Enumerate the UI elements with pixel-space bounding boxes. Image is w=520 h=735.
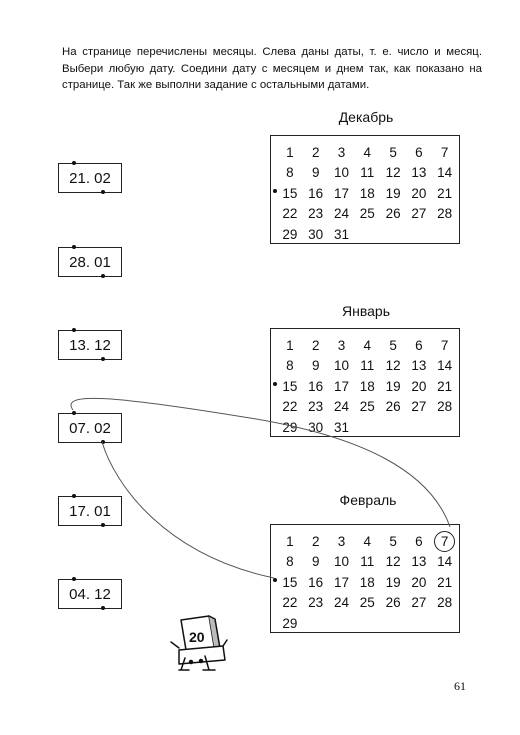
calendar-days-grid <box>277 142 458 245</box>
calendar-day[interactable]: 9 <box>311 554 320 570</box>
date-label: 17. 01 <box>69 502 111 520</box>
calendar-day[interactable]: 5 <box>389 533 397 549</box>
calendar-day[interactable]: 27 <box>411 595 427 611</box>
calendar-day[interactable]: 30 <box>308 419 324 435</box>
calendar-day[interactable]: 10 <box>333 554 349 570</box>
calendar-day[interactable]: 22 <box>282 206 298 222</box>
calendar-day[interactable]: 26 <box>385 399 401 415</box>
calendar-day[interactable]: 26 <box>385 595 401 611</box>
calendar-day[interactable]: 12 <box>385 165 401 181</box>
calendar-day-circled[interactable]: 7 <box>434 531 455 552</box>
calendar-day[interactable]: 13 <box>411 358 427 374</box>
line-date-to-day <box>102 442 274 578</box>
connector-dot <box>101 606 105 610</box>
mascot-number: 20 <box>189 629 205 645</box>
connector-dot <box>72 161 76 165</box>
calendar-title-december: Декабрь <box>338 109 394 125</box>
calendar-day[interactable]: 13 <box>411 165 427 181</box>
calendar-day[interactable]: 18 <box>359 378 375 394</box>
calendar-day[interactable]: 11 <box>360 358 375 374</box>
calendar-day[interactable]: 17 <box>333 378 349 394</box>
date-box-4[interactable] <box>58 413 122 443</box>
calendar-day[interactable]: 21 <box>437 378 453 394</box>
calendar-day[interactable]: 31 <box>333 226 349 242</box>
calendar-day[interactable]: 10 <box>333 165 349 181</box>
calendar-day[interactable]: 20 <box>411 185 427 201</box>
calendar-day[interactable]: 16 <box>308 185 324 201</box>
connector-dot <box>273 382 277 386</box>
calendar-day[interactable]: 28 <box>437 595 453 611</box>
calendar-day[interactable]: 3 <box>337 144 346 160</box>
date-label: 04. 12 <box>69 585 111 603</box>
calendar-day[interactable]: 8 <box>286 165 294 181</box>
calendar-day[interactable]: 3 <box>337 533 346 549</box>
calendar-day[interactable]: 8 <box>286 554 294 570</box>
calendar-day[interactable]: 24 <box>333 595 349 611</box>
date-box-2[interactable] <box>58 247 122 277</box>
calendar-day[interactable]: 13 <box>411 554 427 570</box>
date-label: 28. 01 <box>69 253 111 271</box>
calendar-day[interactable]: 4 <box>363 144 372 160</box>
calendar-day[interactable]: 9 <box>311 358 320 374</box>
calendar-day[interactable]: 27 <box>411 399 427 415</box>
calendar-day[interactable]: 29 <box>282 419 298 435</box>
calendar-day[interactable]: 14 <box>437 358 453 374</box>
date-box-1[interactable] <box>58 163 122 193</box>
calendar-day[interactable]: 1 <box>286 533 294 549</box>
calendar-day[interactable]: 21 <box>437 185 453 201</box>
calendar-day[interactable]: 17 <box>333 185 349 201</box>
calendar-day[interactable]: 27 <box>411 206 427 222</box>
calendar-day[interactable]: 15 <box>282 185 298 201</box>
calendar-day[interactable]: 16 <box>308 378 324 394</box>
calendar-day[interactable]: 11 <box>360 165 375 181</box>
date-box-6[interactable] <box>58 579 122 609</box>
date-label: 21. 02 <box>69 169 111 187</box>
calendar-day[interactable]: 24 <box>333 206 349 222</box>
calendar-day[interactable]: 11 <box>360 554 375 570</box>
connector-dot <box>72 328 76 332</box>
calendar-day[interactable]: 1 <box>286 337 294 353</box>
calendar-day[interactable]: 25 <box>359 399 375 415</box>
connector-dot <box>101 274 105 278</box>
calendar-day[interactable]: 15 <box>282 378 298 394</box>
calendar-day[interactable]: 16 <box>308 574 324 590</box>
calendar-day[interactable]: 9 <box>311 165 320 181</box>
calendar-day[interactable]: 19 <box>385 185 401 201</box>
calendar-day[interactable]: 29 <box>282 226 298 242</box>
calendar-day[interactable]: 14 <box>437 554 453 570</box>
calendar-day[interactable]: 25 <box>359 595 375 611</box>
calendar-day[interactable]: 26 <box>385 206 401 222</box>
calendar-day[interactable]: 2 <box>311 337 320 353</box>
page-number: 61 <box>454 679 466 693</box>
calendar-day[interactable]: 20 <box>411 574 427 590</box>
calendar-day[interactable]: 17 <box>333 574 349 590</box>
calendar-title-january: Январь <box>342 303 390 319</box>
calendar-day[interactable]: 4 <box>363 533 372 549</box>
calendar-day[interactable]: 4 <box>363 337 372 353</box>
connector-dot <box>101 190 105 194</box>
calendar-day[interactable]: 28 <box>437 206 453 222</box>
calendar-day[interactable]: 8 <box>286 358 294 374</box>
calendar-day[interactable]: 25 <box>359 206 375 222</box>
calendar-december <box>270 135 460 244</box>
calendar-day[interactable]: 1 <box>286 144 294 160</box>
connector-dot <box>72 411 76 415</box>
mascot-icon <box>165 612 229 682</box>
calendar-day[interactable]: 22 <box>282 399 298 415</box>
calendar-day[interactable]: 6 <box>415 533 423 549</box>
calendar-day[interactable]: 18 <box>359 574 375 590</box>
date-label: 13. 12 <box>69 336 111 354</box>
calendar-day[interactable]: 18 <box>359 185 375 201</box>
calendar-day[interactable]: 5 <box>389 144 397 160</box>
calendar-day[interactable]: 6 <box>415 337 423 353</box>
calendar-title-february: Февраль <box>339 492 397 508</box>
calendar-day[interactable]: 20 <box>411 378 427 394</box>
date-box-5[interactable] <box>58 496 122 526</box>
calendar-day[interactable]: 14 <box>437 165 453 181</box>
calendar-day[interactable]: 21 <box>437 574 453 590</box>
connector-dot <box>101 440 105 444</box>
connector-dot <box>72 494 76 498</box>
calendar-day[interactable]: 22 <box>282 595 298 611</box>
date-label: 07. 02 <box>69 419 111 437</box>
calendar-february <box>270 524 460 633</box>
calendar-day[interactable]: 3 <box>337 337 346 353</box>
calendar-day[interactable]: 28 <box>437 399 453 415</box>
instructions-text: На странице перечислены месяцы. Слева даны даты, т. е. число и месяц. Выбери любую дату. Соедини дату с месяцем и днем так, как показано на странице. Так же выполни задание с остальными датами. <box>62 46 482 91</box>
connector-dot <box>101 523 105 527</box>
calendar-day[interactable]: 19 <box>385 574 401 590</box>
calendar-day[interactable]: 5 <box>389 337 397 353</box>
calendar-day[interactable]: 2 <box>311 533 320 549</box>
connector-dot <box>273 578 277 582</box>
connector-dot <box>72 577 76 581</box>
date-box-3[interactable] <box>58 330 122 360</box>
calendar-january <box>270 328 460 437</box>
calendar-day[interactable]: 23 <box>308 399 324 415</box>
calendar-day[interactable]: 7 <box>440 144 449 160</box>
calendar-day[interactable]: 23 <box>308 206 324 222</box>
calendar-day[interactable]: 12 <box>385 554 401 570</box>
calendar-day[interactable]: 15 <box>282 574 298 590</box>
calendar-day[interactable]: 12 <box>385 358 401 374</box>
connector-dot <box>273 189 277 193</box>
calendar-day[interactable]: 7 <box>440 337 449 353</box>
calendar-days-grid <box>277 531 458 634</box>
calendar-day[interactable]: 2 <box>311 144 320 160</box>
calendar-day[interactable]: 10 <box>333 358 349 374</box>
calendar-days-grid <box>277 335 458 438</box>
connector-dot <box>72 245 76 249</box>
calendar-day[interactable]: 19 <box>385 378 401 394</box>
calendar-day[interactable]: 6 <box>415 144 423 160</box>
calendar-day[interactable]: 24 <box>333 399 349 415</box>
calendar-day[interactable]: 23 <box>308 595 324 611</box>
calendar-day[interactable]: 31 <box>333 419 349 435</box>
calendar-day[interactable]: 29 <box>282 615 298 631</box>
calendar-day[interactable]: 30 <box>308 226 324 242</box>
connector-dot <box>101 357 105 361</box>
